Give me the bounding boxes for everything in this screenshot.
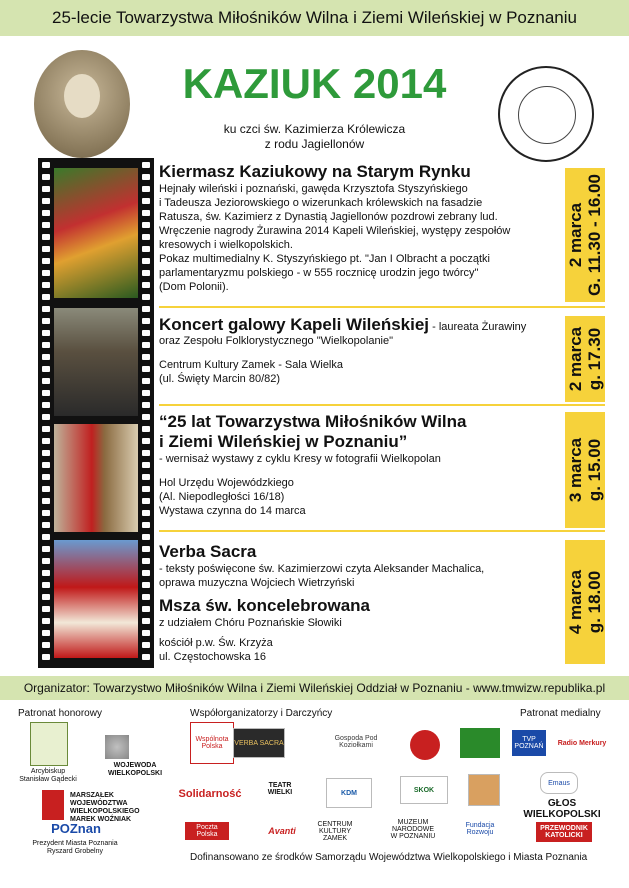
sprocket-hole <box>142 174 150 180</box>
sprocket-hole <box>42 378 50 384</box>
sponsor-logo: Avanti <box>262 820 302 842</box>
honor-label: MARSZAŁEK WOJEWÓDZTWA WIELKOPOLSKIEGO MAREK WOŹNIAK <box>70 792 140 823</box>
event-4-title: Verba Sacra <box>159 542 257 561</box>
header-bar <box>0 0 629 36</box>
event-4-time: g. 18.00 <box>585 570 604 634</box>
poznan-logo: POZnan <box>51 821 101 836</box>
event-2-line: oraz Zespołu Folklorystycznego "Wielkopolanie" <box>159 335 394 347</box>
event-1-title: Kiermasz Kaziukowy na Starym Rynku <box>159 162 471 181</box>
sponsor-logo: CENTRUM KULTURY ZAMEK <box>315 814 355 848</box>
media-logo: TVP POZNAŃ <box>512 730 546 756</box>
honor-label: Arcybiskup Stanisław Gądecki <box>19 768 77 783</box>
sponsor-flowers-icon <box>460 728 500 758</box>
event-2-place: (ul. Święty Marcin 80/82) <box>159 373 281 385</box>
sprocket-hole <box>42 582 50 588</box>
sprocket-hole <box>42 210 50 216</box>
eagle-icon <box>105 735 129 759</box>
sprocket-hole <box>142 546 150 552</box>
sprocket-hole <box>42 318 50 324</box>
media-logo: Emaus <box>540 772 578 794</box>
sponsor-logo: TEATR WIELKI <box>262 766 298 812</box>
sprocket-hole <box>42 630 50 636</box>
event-4-place: ul. Częstochowska 16 <box>159 651 266 663</box>
event-1-line: Hejnały wileński i poznański, gawęda Krzysztofa Styszyńskiego <box>159 183 468 195</box>
event-2-time: g. 17.30 <box>585 327 604 391</box>
divider <box>159 530 605 532</box>
sprocket-hole <box>142 558 150 564</box>
event-3-date-box <box>565 412 605 528</box>
sprocket-hole <box>42 642 50 648</box>
sprocket-hole <box>142 402 150 408</box>
event-4-title-2: Msza św. koncelebrowana <box>159 596 370 615</box>
media-logo: PRZEWODNIK KATOLICKI <box>536 822 592 842</box>
sprocket-hole <box>42 570 50 576</box>
photo-band <box>54 308 138 416</box>
sprocket-hole <box>142 354 150 360</box>
event-1-line: Ratusza, św. Kazimierz z Dynastią Jagiellonów pozdrowi zebrany lud. <box>159 211 498 223</box>
sprocket-hole <box>142 618 150 624</box>
sprocket-hole <box>142 594 150 600</box>
sprocket-hole <box>142 330 150 336</box>
event-4 <box>159 542 555 664</box>
sprocket-hole <box>142 306 150 312</box>
event-4-place: kościół p.w. Św. Krzyża <box>159 637 273 649</box>
sprocket-hole <box>142 534 150 540</box>
sponsor-logo: Wspólnota Polska <box>190 722 234 764</box>
sprocket-hole <box>142 438 150 444</box>
sprocket-hole <box>142 642 150 648</box>
event-2-date: 2 marca <box>566 326 585 392</box>
sprocket-hole <box>142 630 150 636</box>
sprocket-hole <box>42 282 50 288</box>
sprocket-hole <box>142 462 150 468</box>
media-logo: Radio Merkury <box>556 730 608 756</box>
sprocket-hole <box>42 390 50 396</box>
sponsor-logo: Gospoda Pod Koziołkami <box>330 722 382 762</box>
event-1-time: G. 11.30 - 16.00 <box>585 174 604 296</box>
sprocket-hole <box>142 258 150 264</box>
sprocket-hole <box>42 654 50 660</box>
sprocket-hole <box>42 438 50 444</box>
sprocket-hole <box>42 270 50 276</box>
event-1-date-box <box>565 168 605 302</box>
subtitle-line-1: ku czci św. Kazimierza Królewicza <box>223 122 406 136</box>
subtitle-line-2: z rodu Jagiellonów <box>264 137 365 151</box>
sponsor-logo: Poczta Polska <box>185 822 229 840</box>
sprocket-hole <box>42 450 50 456</box>
sprocket-hole <box>42 186 50 192</box>
sprocket-hole <box>42 594 50 600</box>
event-1-line: Wręczenie nagrody Żurawina 2014 Kapeli Wileńskiej, występy zespołów <box>159 225 511 237</box>
archbishop-coat-of-arms-icon <box>30 722 68 766</box>
event-1-line: i Tadeusza Jeziorowskiego o wizerunkach królewskich na fasadzie <box>159 197 483 209</box>
sponsor-crest-icon <box>410 730 440 760</box>
event-4-line: oprawa muzyczna Wojciech Wietrzyński <box>159 577 355 589</box>
sprocket-hole <box>42 534 50 540</box>
sprocket-hole <box>142 222 150 228</box>
sprocket-hole <box>42 294 50 300</box>
event-3 <box>159 412 555 518</box>
sprocket-hole <box>42 606 50 612</box>
event-3-line: - wernisaż wystawy z cyklu Kresy w fotografii Wielkopolan <box>159 453 441 465</box>
event-1-date: 2 marca <box>566 202 585 268</box>
sprocket-hole <box>142 162 150 168</box>
sprocket-hole <box>42 330 50 336</box>
sprocket-hole <box>142 246 150 252</box>
header-title: 25-lecie Towarzystwa Miłośników Wilna i Ziemi Wileńskiej w Poznaniu <box>52 8 577 27</box>
sprocket-hole <box>142 378 150 384</box>
sprocket-hole <box>42 222 50 228</box>
sprocket-hole <box>142 390 150 396</box>
sprocket-hole <box>42 558 50 564</box>
section-honor: Patronat honorowy <box>18 708 102 719</box>
sprocket-hole <box>142 414 150 420</box>
sprocket-hole <box>42 246 50 252</box>
sprocket-hole <box>42 474 50 480</box>
sprocket-hole <box>42 366 50 372</box>
sprocket-hole <box>142 486 150 492</box>
event-1-line: (Dom Polonii). <box>159 281 229 293</box>
event-1-line: parlamentaryzmu polskiego - w 555 rocznicę urodzin jego twórcy" <box>159 267 479 279</box>
sponsor-logo: KDM <box>326 778 372 808</box>
event-1-line: Pokaz multimedialny K. Styszyńskiego pt. "Jan I Olbracht a początki <box>159 253 490 265</box>
sprocket-hole <box>142 450 150 456</box>
event-4-date: 4 marca <box>566 569 585 635</box>
event-4-line: - teksty poświęcone św. Kazimierzowi czyta Aleksander Machalica, <box>159 563 485 575</box>
event-2 <box>159 315 555 386</box>
sprocket-hole <box>142 318 150 324</box>
sprocket-hole <box>42 498 50 504</box>
event-3-time: g. 15.00 <box>585 438 604 502</box>
divider <box>159 306 605 308</box>
event-4-line-2: z udziałem Chóru Poznańskie Słowiki <box>159 617 342 629</box>
sprocket-hole <box>142 210 150 216</box>
event-3-place: (Al. Niepodległości 16/18) <box>159 491 285 503</box>
sprocket-hole <box>42 462 50 468</box>
event-3-title: “25 lat Towarzystwa Miłośników Wilna <box>159 412 467 431</box>
photo-saint-casimir <box>54 540 138 658</box>
sprocket-hole <box>142 654 150 660</box>
media-logo: GŁOS WIELKOPOLSKI <box>523 798 601 820</box>
sprocket-hole <box>42 402 50 408</box>
sprocket-hole <box>42 510 50 516</box>
event-2-place: Centrum Kultury Zamek - Sala Wielka <box>159 359 343 371</box>
sponsor-logo: MUZEUM NARODOWE W POZNANIU <box>390 812 436 846</box>
main-title: KAZIUK 2014 <box>182 60 447 107</box>
sprocket-hole <box>142 282 150 288</box>
sprocket-hole <box>142 570 150 576</box>
sprocket-hole <box>42 546 50 552</box>
film-strip <box>38 158 154 668</box>
section-co-organizers: Współorganizatorzy i Darczyńcy <box>190 708 333 719</box>
sprocket-hole <box>42 354 50 360</box>
sprocket-hole <box>142 426 150 432</box>
honor-label: Prezydent Miasta Poznania Ryszard Grobelny <box>32 840 118 855</box>
sprocket-hole <box>142 510 150 516</box>
marshal-crest-icon <box>42 790 64 820</box>
sprocket-hole <box>42 234 50 240</box>
sprocket-hole <box>42 342 50 348</box>
honor-label: WOJEWODA WIELKOPOLSKI <box>107 762 163 777</box>
sprocket-hole <box>142 186 150 192</box>
event-1-line: kresowych i wielkopolskich. <box>159 239 293 251</box>
sprocket-hole <box>142 582 150 588</box>
event-2-title: Koncert galowy Kapeli Wileńskiej <box>159 315 430 334</box>
sprocket-hole <box>142 198 150 204</box>
sprocket-hole <box>42 426 50 432</box>
event-3-place: Wystawa czynna do 14 marca <box>159 505 306 517</box>
sponsor-logo: Solidarność <box>185 780 235 808</box>
event-2-title-suffix: - laureata Żurawiny <box>429 321 527 333</box>
sprocket-hole <box>142 342 150 348</box>
event-3-place: Hol Urzędu Wojewódzkiego <box>159 477 294 489</box>
sponsor-cross-icon <box>468 774 500 806</box>
sprocket-hole <box>42 522 50 528</box>
sprocket-hole <box>42 618 50 624</box>
sprocket-hole <box>142 270 150 276</box>
sprocket-hole <box>142 474 150 480</box>
sponsor-logo: Fundacja Rozwoju <box>452 818 508 840</box>
event-3-title-2: i Ziemi Wileńskiej w Poznaniu” <box>159 432 408 451</box>
divider <box>159 404 605 406</box>
photo-palms <box>54 168 138 298</box>
sprocket-hole <box>142 294 150 300</box>
photo-exhibition <box>54 424 138 532</box>
sponsor-logo: VERBA SACRA <box>233 728 285 758</box>
sprocket-hole <box>42 162 50 168</box>
sprocket-hole <box>42 306 50 312</box>
event-4-date-box <box>565 540 605 664</box>
sprocket-hole <box>42 414 50 420</box>
sprocket-hole <box>42 198 50 204</box>
sprocket-hole <box>142 234 150 240</box>
sprocket-hole <box>42 486 50 492</box>
sprocket-hole <box>142 366 150 372</box>
section-media: Patronat medialny <box>520 708 601 719</box>
sprocket-hole <box>42 258 50 264</box>
organizer-bar: Organizator: Towarzystwo Miłośników Wilna i Ziemi Wileńskiej Oddział w Poznaniu - www.tmwizw.republika.pl <box>0 676 629 700</box>
funding-note: Dofinansowano ze środków Samorządu Województwa Wielkopolskiego i Miasta Poznania <box>190 852 588 863</box>
event-2-date-box <box>565 316 605 402</box>
sprocket-hole <box>142 498 150 504</box>
sponsor-logo: SKOK <box>400 776 448 804</box>
sprocket-hole <box>42 174 50 180</box>
event-1 <box>159 162 555 294</box>
sprocket-hole <box>142 522 150 528</box>
sprocket-hole <box>142 606 150 612</box>
event-3-date: 3 marca <box>566 437 585 503</box>
